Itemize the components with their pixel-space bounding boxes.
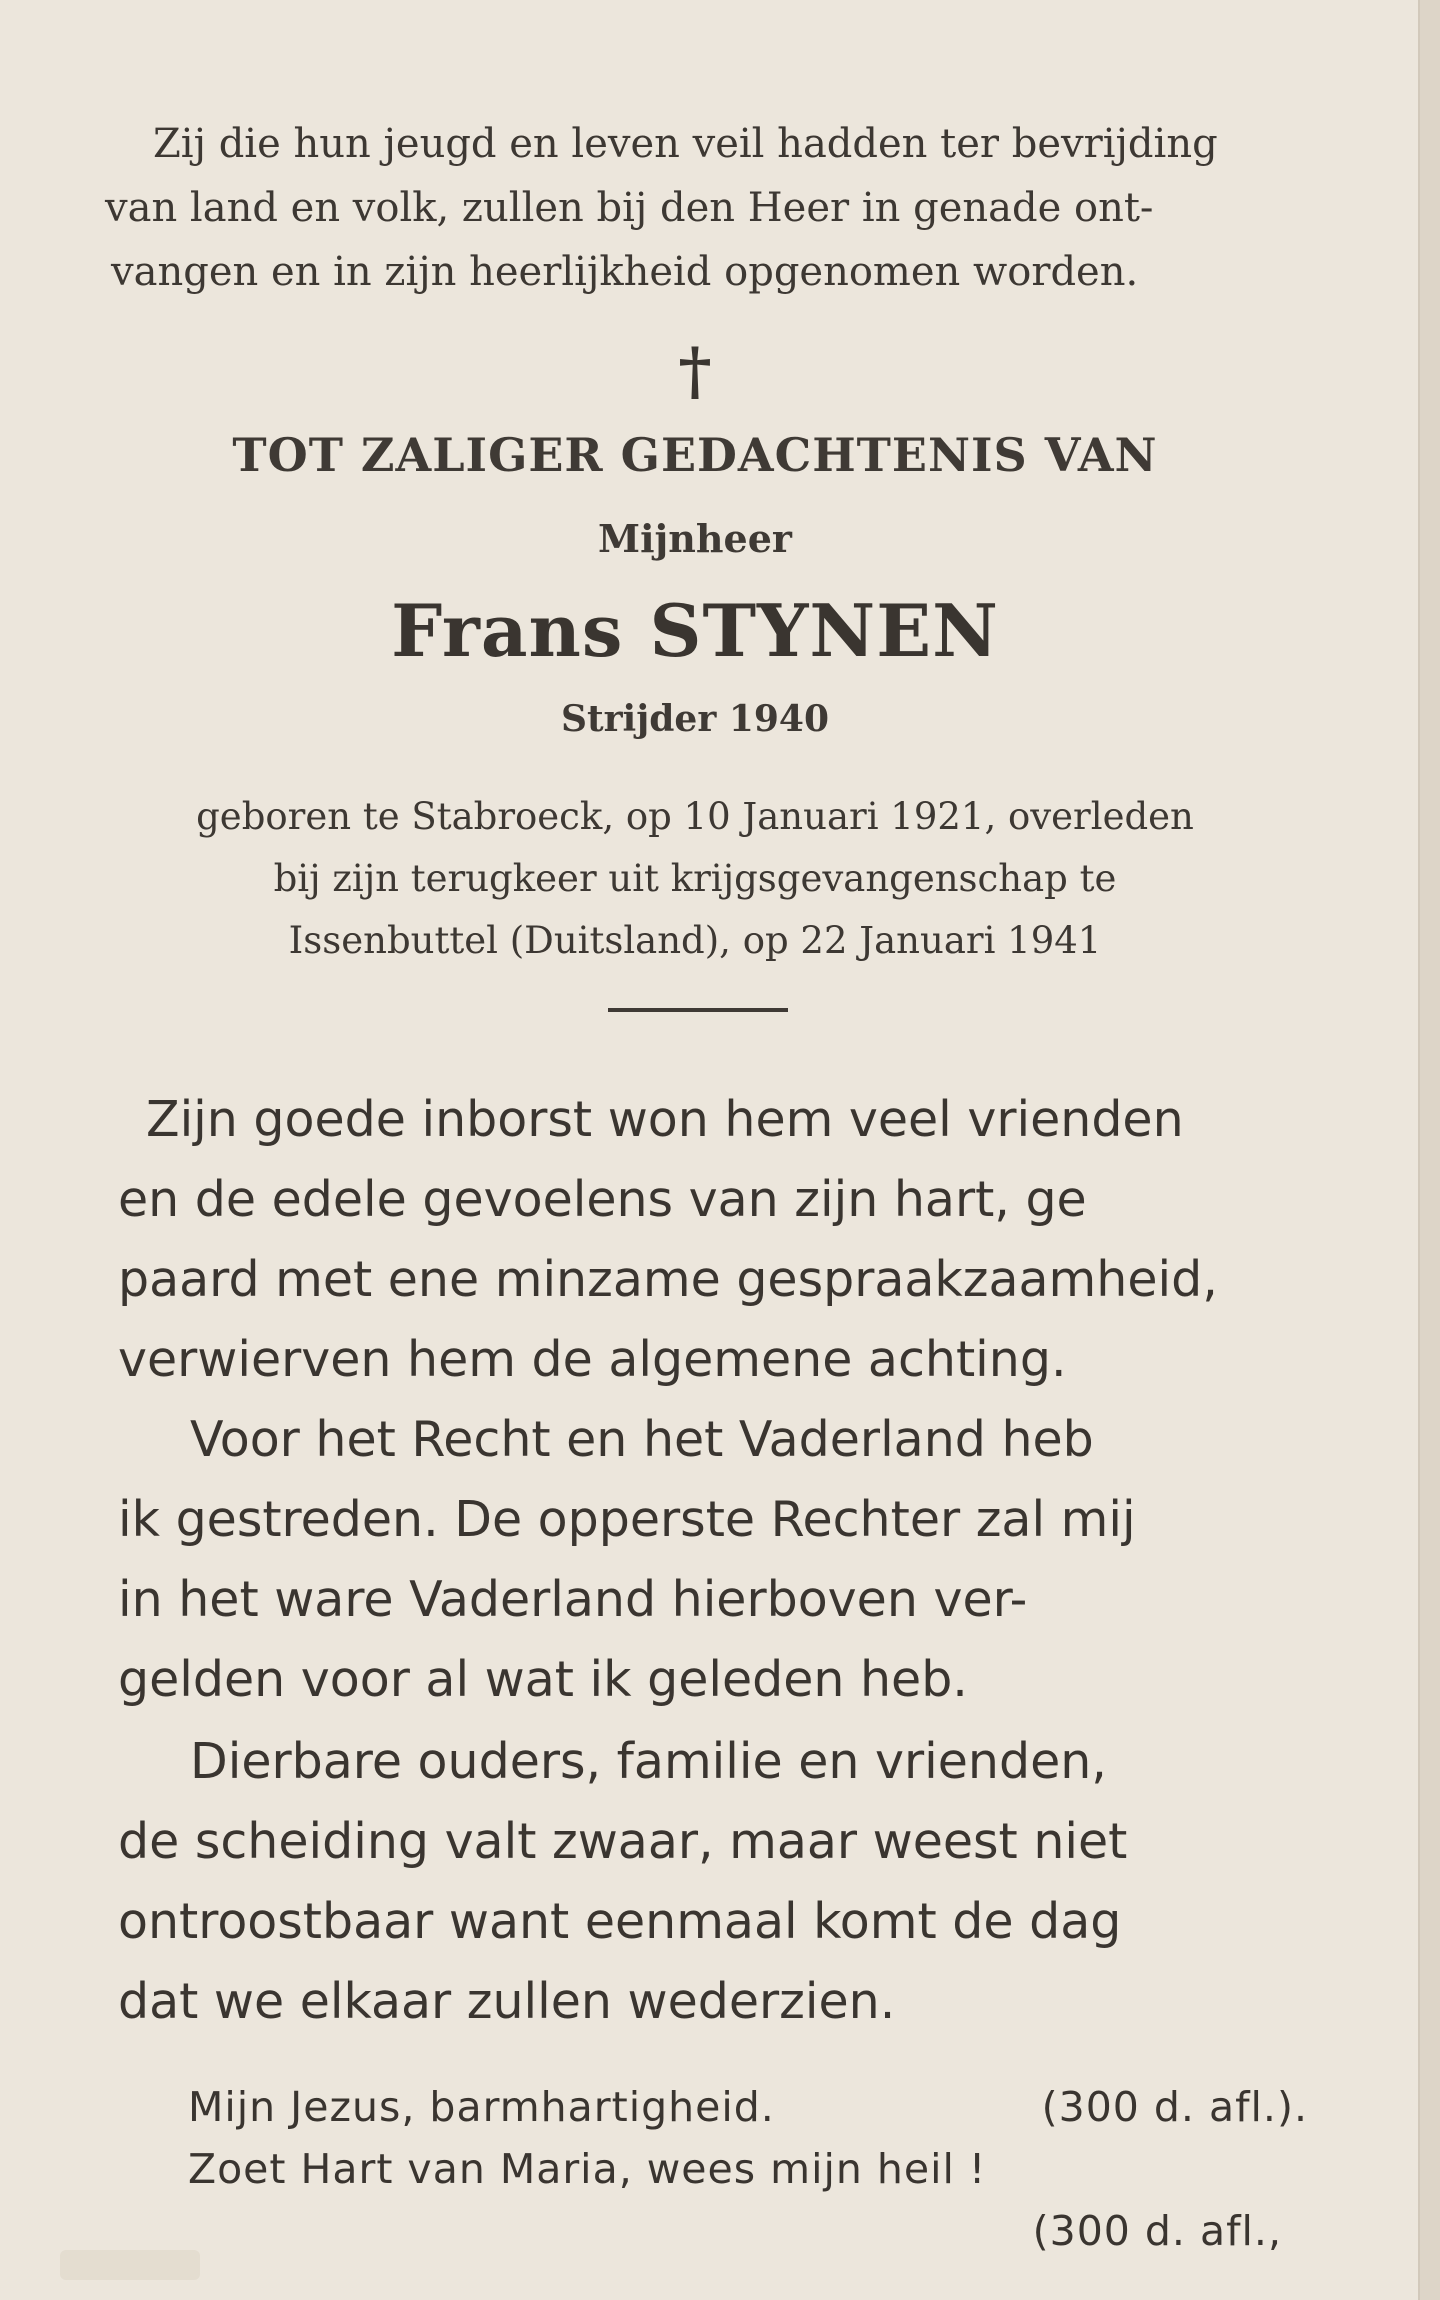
bio-line: Issenbuttel (Duitsland), op 22 Januari 1941 xyxy=(288,919,1102,962)
paragraph-line: en de edele gevoelens van zijn hart, ge xyxy=(118,1171,1087,1228)
paragraph-line: in het ware Vaderland hierboven ver- xyxy=(118,1571,1028,1628)
paragraph-line: Voor het Recht en het Vaderland heb xyxy=(190,1411,1094,1468)
paragraph-line: Dierbare ouders, familie en vrienden, xyxy=(190,1733,1107,1790)
deceased-name: Frans STYNEN xyxy=(391,588,999,673)
memorial-heading: TOT ZALIGER GEDACHTENIS VAN xyxy=(232,428,1158,482)
honorific-title: Mijnheer xyxy=(598,516,792,561)
paper-edge xyxy=(1418,0,1440,2300)
paragraph-line: verwierven hem de algemene achting. xyxy=(118,1331,1067,1388)
tribute-text xyxy=(118,1080,1288,2042)
paragraph-farewell xyxy=(118,1722,1288,2042)
rank-label: Strijder 1940 xyxy=(560,698,830,740)
prayer-row xyxy=(188,2200,1308,2262)
paragraph-line: Zijn goede inborst won hem veel vrienden xyxy=(146,1091,1184,1148)
faint-stamp xyxy=(60,2250,200,2280)
paragraph-line: ik gestreden. De opperste Rechter zal mij xyxy=(118,1491,1136,1548)
prayers xyxy=(188,2076,1308,2262)
prayer-row xyxy=(188,2138,1308,2200)
paragraph-line: ontroostbaar want eenmaal komt de dag xyxy=(118,1893,1122,1950)
paragraph-character xyxy=(118,1080,1288,1400)
paragraph-fatherland xyxy=(118,1400,1288,1720)
prayer-text: Mijn Jezus, barmhartigheid. xyxy=(188,2083,775,2131)
verse-line: van land en volk, zullen bij den Heer in genade ont- xyxy=(105,185,1154,231)
paragraph-line: gelden voor al wat ik geleden heb. xyxy=(118,1651,968,1708)
prayer-row xyxy=(188,2076,1308,2138)
bio-line: bij zijn terugkeer uit krijgsgevangenschap te xyxy=(273,857,1117,900)
divider-rule xyxy=(608,1008,788,1012)
cross-icon: † xyxy=(678,334,712,409)
paragraph-line: dat we elkaar zullen wederzien. xyxy=(118,1973,896,2030)
indulgence-note: (300 d. afl., xyxy=(1032,2207,1282,2255)
indulgence-note: (300 d. afl.). xyxy=(1041,2083,1308,2131)
verse-line: Zij die hun jeugd en leven veil hadden ter bevrijding xyxy=(153,121,1218,167)
biography xyxy=(0,786,1390,972)
paragraph-line: paard met ene minzame gespraakzaamheid, xyxy=(118,1251,1218,1308)
bio-line: geboren te Stabroeck, op 10 Januari 1921, overleden xyxy=(196,795,1194,838)
opening-verse xyxy=(105,112,1285,304)
prayer-text: Zoet Hart van Maria, wees mijn heil ! xyxy=(188,2145,987,2193)
paragraph-line: de scheiding valt zwaar, maar weest niet xyxy=(118,1813,1128,1870)
verse-line: vangen en in zijn heerlijkheid opgenomen worden. xyxy=(111,249,1139,295)
